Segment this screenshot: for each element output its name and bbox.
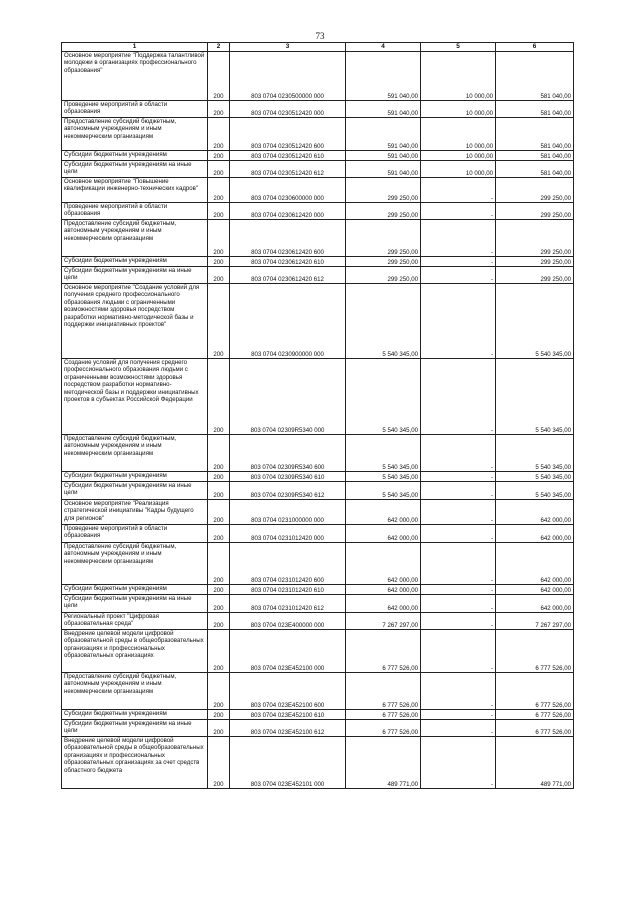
total-amount-cell: 581 040,00: [496, 101, 574, 118]
table-row: [62, 52, 574, 101]
row-name-cell: Субсидии бюджетным учреждениям на иные цели: [62, 720, 208, 737]
table-row: [62, 472, 574, 482]
table-row: [62, 203, 574, 220]
section-code-cell: 200: [208, 220, 230, 257]
change-amount-cell: -: [421, 613, 496, 630]
change-amount-cell: -: [421, 220, 496, 257]
total-amount-cell: 6 777 526,00: [496, 630, 574, 673]
approved-amount-cell: 6 777 526,00: [346, 673, 421, 710]
table-row: [62, 482, 574, 500]
table-header-row: [62, 43, 574, 52]
approved-amount-cell: 642 000,00: [346, 595, 421, 613]
approved-amount-cell: 6 777 526,00: [346, 630, 421, 673]
total-amount-cell: 299 250,00: [496, 203, 574, 220]
change-amount-cell: -: [421, 737, 496, 789]
change-amount-cell: -: [421, 630, 496, 673]
approved-amount-cell: 6 777 526,00: [346, 710, 421, 720]
budget-code-cell: 803 0704 0230612420 610: [230, 257, 346, 267]
column-header: 3: [230, 43, 346, 52]
approved-amount-cell: 642 000,00: [346, 543, 421, 585]
approved-amount-cell: 642 000,00: [346, 525, 421, 543]
section-code-cell: 200: [208, 203, 230, 220]
row-name-cell: Внедрение целевой модели цифровой образовательной среды в общеобразовательных организациях и профессиональных образовательных организациях: [62, 630, 208, 673]
section-code-cell: 200: [208, 737, 230, 789]
column-header: 2: [208, 43, 230, 52]
approved-amount-cell: 299 250,00: [346, 257, 421, 267]
total-amount-cell: 299 250,00: [496, 257, 574, 267]
budget-code-cell: 803 0704 02309R5340 610: [230, 472, 346, 482]
total-amount-cell: 642 000,00: [496, 525, 574, 543]
total-amount-cell: 299 250,00: [496, 267, 574, 284]
change-amount-cell: 10 000,00: [421, 118, 496, 151]
section-code-cell: 200: [208, 472, 230, 482]
total-amount-cell: 642 000,00: [496, 585, 574, 595]
total-amount-cell: 489 771,00: [496, 737, 574, 789]
table-row: [62, 118, 574, 151]
change-amount-cell: 10 000,00: [421, 101, 496, 118]
approved-amount-cell: 489 771,00: [346, 737, 421, 789]
table-row: [62, 220, 574, 257]
table-row: [62, 630, 574, 673]
total-amount-cell: 581 040,00: [496, 118, 574, 151]
budget-code-cell: 803 0704 0231012420 610: [230, 585, 346, 595]
approved-amount-cell: 5 540 345,00: [346, 284, 421, 359]
section-code-cell: 200: [208, 284, 230, 359]
row-name-cell: Основное мероприятие "Поддержка талантливой молодежи в организациях профессионального образования": [62, 52, 208, 101]
change-amount-cell: -: [421, 435, 496, 472]
approved-amount-cell: 591 040,00: [346, 118, 421, 151]
section-code-cell: 200: [208, 613, 230, 630]
table-row: [62, 737, 574, 789]
table-row: [62, 435, 574, 472]
approved-amount-cell: 7 267 297,00: [346, 613, 421, 630]
section-code-cell: 200: [208, 630, 230, 673]
section-code-cell: 200: [208, 595, 230, 613]
row-name-cell: Предоставление субсидий бюджетным, автономным учреждениям и иным некоммерческим организациям: [62, 220, 208, 257]
budget-code-cell: 803 0704 0230600000 000: [230, 178, 346, 203]
approved-amount-cell: 642 000,00: [346, 585, 421, 595]
table-row: [62, 359, 574, 435]
total-amount-cell: 7 267 297,00: [496, 613, 574, 630]
total-amount-cell: 581 040,00: [496, 151, 574, 161]
row-name-cell: Субсидии бюджетным учреждениям: [62, 472, 208, 482]
approved-amount-cell: 5 540 345,00: [346, 435, 421, 472]
budget-code-cell: 803 0704 023E452100 000: [230, 630, 346, 673]
section-code-cell: 200: [208, 267, 230, 284]
row-name-cell: Основное мероприятие "Реализация стратегической инициативы "Кадры будущего для регионов": [62, 500, 208, 525]
row-name-cell: Создание условий для получения среднего профессионального образования людьми с ограниченными возможностями здоровья посредством разработки нормативно-методической базы и поддержки инициативных проектов в субъектах Российской Федерации: [62, 359, 208, 435]
section-code-cell: 200: [208, 101, 230, 118]
row-name-cell: Предоставление субсидий бюджетным, автономным учреждениям и иным некоммерческим организациям: [62, 118, 208, 151]
row-name-cell: Субсидии бюджетным учреждениям: [62, 585, 208, 595]
budget-code-cell: 803 0704 0230612420 600: [230, 220, 346, 257]
section-code-cell: 200: [208, 178, 230, 203]
table-row: [62, 500, 574, 525]
approved-amount-cell: 299 250,00: [346, 203, 421, 220]
row-name-cell: Предоставление субсидий бюджетным, автономным учреждениям и иным некоммерческим организациям: [62, 673, 208, 710]
row-name-cell: Основное мероприятие "Повышение квалификации инженерно-технических кадров": [62, 178, 208, 203]
approved-amount-cell: 591 040,00: [346, 101, 421, 118]
approved-amount-cell: 5 540 345,00: [346, 472, 421, 482]
budget-code-cell: 803 0704 0230900000 000: [230, 284, 346, 359]
section-code-cell: 200: [208, 585, 230, 595]
total-amount-cell: 299 250,00: [496, 178, 574, 203]
column-header: 1: [62, 43, 208, 52]
table-row: [62, 585, 574, 595]
change-amount-cell: -: [421, 178, 496, 203]
section-code-cell: 200: [208, 435, 230, 472]
total-amount-cell: 299 250,00: [496, 220, 574, 257]
row-name-cell: Субсидии бюджетным учреждениям на иные цели: [62, 267, 208, 284]
total-amount-cell: 581 040,00: [496, 161, 574, 178]
budget-code-cell: 803 0704 023E452100 612: [230, 720, 346, 737]
section-code-cell: 200: [208, 359, 230, 435]
total-amount-cell: 581 040,00: [496, 52, 574, 101]
row-name-cell: Субсидии бюджетным учреждениям на иные цели: [62, 595, 208, 613]
row-name-cell: Субсидии бюджетным учреждениям: [62, 257, 208, 267]
budget-table: [61, 42, 574, 789]
row-name-cell: Внедрение целевой модели цифровой образовательной среды в общеобразовательных организациях и профессиональных образовательных организациях за счет средств областного бюджета: [62, 737, 208, 789]
row-name-cell: Субсидии бюджетным учреждениям: [62, 151, 208, 161]
column-header: 6: [496, 43, 574, 52]
change-amount-cell: -: [421, 203, 496, 220]
change-amount-cell: -: [421, 673, 496, 710]
total-amount-cell: 5 540 345,00: [496, 482, 574, 500]
total-amount-cell: 642 000,00: [496, 543, 574, 585]
total-amount-cell: 6 777 526,00: [496, 673, 574, 710]
budget-code-cell: 803 0704 0231012420 600: [230, 543, 346, 585]
section-code-cell: 200: [208, 710, 230, 720]
section-code-cell: 200: [208, 482, 230, 500]
section-code-cell: 200: [208, 500, 230, 525]
approved-amount-cell: 6 777 526,00: [346, 720, 421, 737]
budget-code-cell: 803 0704 0231012420 612: [230, 595, 346, 613]
table-row: [62, 257, 574, 267]
change-amount-cell: 10 000,00: [421, 151, 496, 161]
table-row: [62, 543, 574, 585]
budget-code-cell: 803 0704 0230500000 000: [230, 52, 346, 101]
change-amount-cell: -: [421, 525, 496, 543]
budget-code-cell: 803 0704 0230512420 000: [230, 101, 346, 118]
budget-code-cell: 803 0704 0230612420 612: [230, 267, 346, 284]
change-amount-cell: -: [421, 472, 496, 482]
budget-code-cell: 803 0704 0230612420 000: [230, 203, 346, 220]
section-code-cell: 200: [208, 673, 230, 710]
budget-code-cell: 803 0704 023E452100 600: [230, 673, 346, 710]
change-amount-cell: -: [421, 543, 496, 585]
row-name-cell: Предоставление субсидий бюджетным, автономным учреждениям и иным некоммерческим организациям: [62, 543, 208, 585]
change-amount-cell: -: [421, 359, 496, 435]
change-amount-cell: -: [421, 710, 496, 720]
table-row: [62, 284, 574, 359]
change-amount-cell: -: [421, 720, 496, 737]
budget-code-cell: 803 0704 02309R5340 612: [230, 482, 346, 500]
change-amount-cell: -: [421, 595, 496, 613]
budget-code-cell: 803 0704 023E452100 610: [230, 710, 346, 720]
budget-code-cell: 803 0704 02309R5340 600: [230, 435, 346, 472]
change-amount-cell: -: [421, 482, 496, 500]
section-code-cell: 200: [208, 161, 230, 178]
section-code-cell: 200: [208, 525, 230, 543]
approved-amount-cell: 299 250,00: [346, 220, 421, 257]
total-amount-cell: 6 777 526,00: [496, 720, 574, 737]
table-row: [62, 178, 574, 203]
section-code-cell: 200: [208, 151, 230, 161]
approved-amount-cell: 642 000,00: [346, 500, 421, 525]
total-amount-cell: 5 540 345,00: [496, 472, 574, 482]
budget-code-cell: 803 0704 0231000000 000: [230, 500, 346, 525]
row-name-cell: Региональный проект "Цифровая образовательная среда": [62, 613, 208, 630]
budget-code-cell: 803 0704 023E400000 000: [230, 613, 346, 630]
section-code-cell: 200: [208, 118, 230, 151]
row-name-cell: Проведение мероприятий в области образования: [62, 525, 208, 543]
approved-amount-cell: 5 540 345,00: [346, 359, 421, 435]
total-amount-cell: 6 777 526,00: [496, 710, 574, 720]
budget-code-cell: 803 0704 0230512420 600: [230, 118, 346, 151]
budget-code-cell: 803 0704 02309R5340 000: [230, 359, 346, 435]
page-number: 73: [315, 31, 325, 41]
section-code-cell: 200: [208, 52, 230, 101]
total-amount-cell: 5 540 345,00: [496, 284, 574, 359]
row-name-cell: Проведение мероприятий в области образования: [62, 101, 208, 118]
section-code-cell: 200: [208, 720, 230, 737]
total-amount-cell: 5 540 345,00: [496, 359, 574, 435]
budget-code-cell: 803 0704 0230512420 612: [230, 161, 346, 178]
change-amount-cell: -: [421, 267, 496, 284]
approved-amount-cell: 299 250,00: [346, 267, 421, 284]
change-amount-cell: -: [421, 500, 496, 525]
row-name-cell: Проведение мероприятий в области образования: [62, 203, 208, 220]
approved-amount-cell: 5 540 345,00: [346, 482, 421, 500]
budget-code-cell: 803 0704 0230512420 610: [230, 151, 346, 161]
approved-amount-cell: 591 040,00: [346, 151, 421, 161]
table-row: [62, 267, 574, 284]
change-amount-cell: 10 000,00: [421, 52, 496, 101]
row-name-cell: Предоставление субсидий бюджетным, автономным учреждениям и иным некоммерческим организациям: [62, 435, 208, 472]
column-header: 5: [421, 43, 496, 52]
change-amount-cell: 10 000,00: [421, 161, 496, 178]
approved-amount-cell: 299 250,00: [346, 178, 421, 203]
budget-code-cell: 803 0704 0231012420 000: [230, 525, 346, 543]
row-name-cell: Субсидии бюджетным учреждениям на иные цели: [62, 482, 208, 500]
table-row: [62, 595, 574, 613]
section-code-cell: 200: [208, 257, 230, 267]
change-amount-cell: -: [421, 284, 496, 359]
table-row: [62, 673, 574, 710]
budget-code-cell: 803 0704 023E452101 000: [230, 737, 346, 789]
total-amount-cell: 5 540 345,00: [496, 435, 574, 472]
row-name-cell: Основное мероприятие "Создание условий для получения среднего профессионального образования людьми с ограниченными возможностями здоровья посредством разработки нормативно-методической базы и поддержки инициативных проектов": [62, 284, 208, 359]
total-amount-cell: 642 000,00: [496, 595, 574, 613]
table-row: [62, 720, 574, 737]
section-code-cell: 200: [208, 543, 230, 585]
table-row: [62, 613, 574, 630]
approved-amount-cell: 591 040,00: [346, 161, 421, 178]
total-amount-cell: 642 000,00: [496, 500, 574, 525]
table-row: [62, 161, 574, 178]
table-row: [62, 101, 574, 118]
table-row: [62, 525, 574, 543]
table-row: [62, 710, 574, 720]
row-name-cell: Субсидии бюджетным учреждениям на иные цели: [62, 161, 208, 178]
change-amount-cell: -: [421, 257, 496, 267]
approved-amount-cell: 591 040,00: [346, 52, 421, 101]
column-header: 4: [346, 43, 421, 52]
table-row: [62, 151, 574, 161]
row-name-cell: Субсидии бюджетным учреждениям: [62, 710, 208, 720]
change-amount-cell: -: [421, 585, 496, 595]
